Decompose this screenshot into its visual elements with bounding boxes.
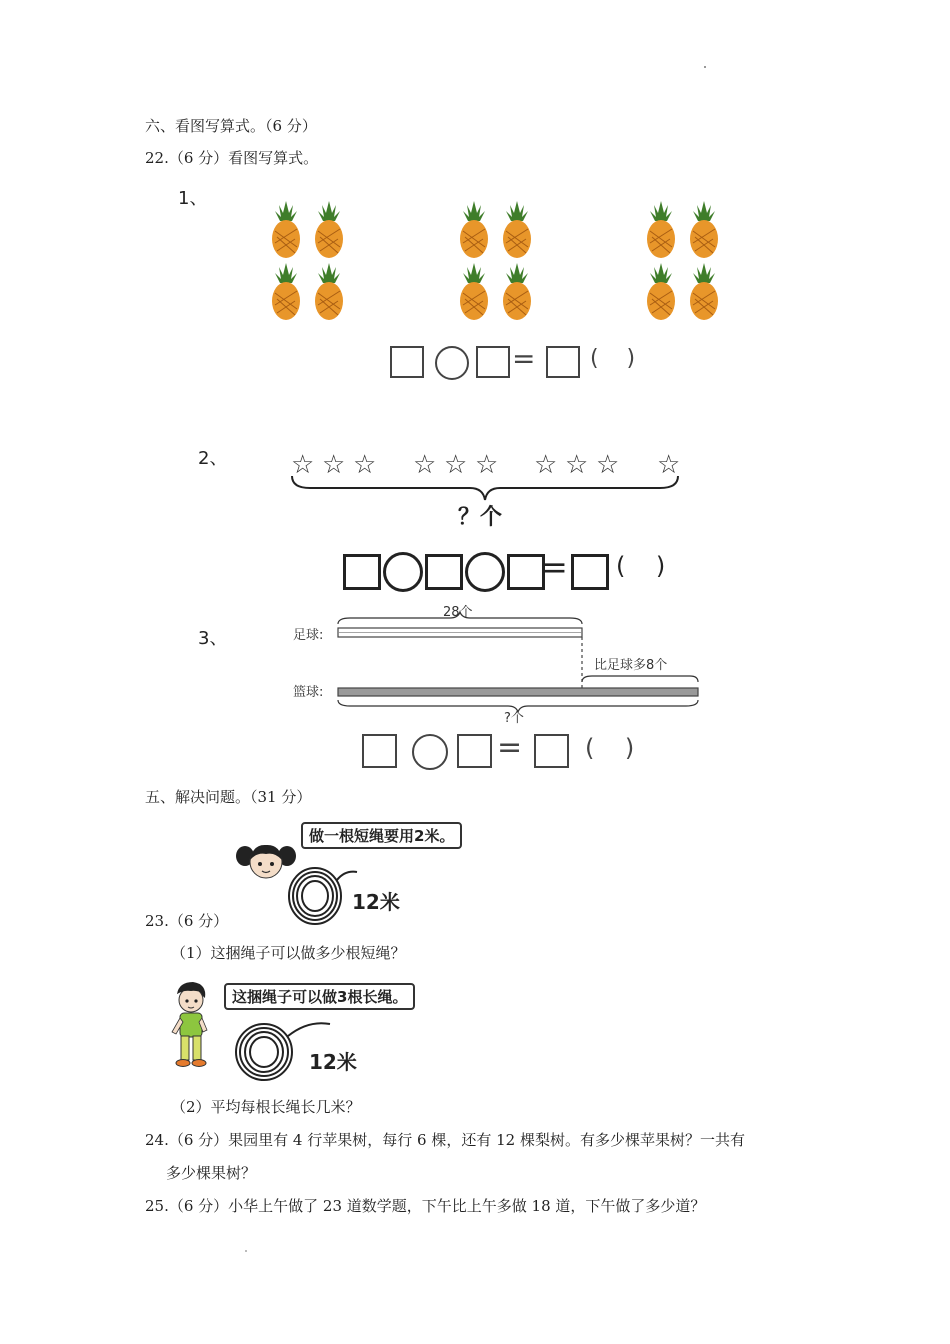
- difference-label: 比足球多8个: [594, 658, 668, 673]
- equals-sign: =: [541, 548, 568, 586]
- answer-box[interactable]: [476, 346, 510, 378]
- pineapple-group-2: [460, 201, 531, 320]
- answer-box[interactable]: [425, 554, 463, 590]
- unit-paren[interactable]: ( ): [616, 552, 666, 580]
- section-6-heading: 六、看图写算式。（6 分）: [145, 117, 317, 135]
- star-icon: ☆: [444, 450, 468, 480]
- pineapple-groups: [260, 195, 740, 330]
- basketball-label: 篮球:: [293, 685, 324, 700]
- star-icon: ☆: [534, 450, 558, 480]
- operator-circle[interactable]: [435, 346, 469, 380]
- scan-dot: [245, 1250, 247, 1252]
- q25-line1: 25.（6 分）小华上午做了 23 道数学题，下午比上午多做 18 道，下午做了多少道？: [145, 1197, 706, 1215]
- q23-sub2: （2）平均每根长绳长几米？: [171, 1098, 361, 1116]
- section-5-heading: 五、解决问题。（31 分）: [145, 788, 312, 806]
- star-icon: ☆: [413, 450, 437, 480]
- scan-dot: [704, 66, 706, 68]
- q22-stem: 22.（6 分）看图写算式。: [145, 149, 319, 167]
- q24-line1: 24.（6 分）果园里有 4 行苹果树，每行 6 棵，还有 12 棵梨树。有多少棵苹果树？一共有: [145, 1131, 745, 1149]
- pineapple-group-3: [647, 201, 718, 320]
- star-icon: ☆: [322, 450, 346, 480]
- bottom-count-label: ?个: [504, 711, 524, 726]
- unit-paren[interactable]: ( ): [590, 346, 636, 371]
- star-icon: ☆: [657, 450, 681, 480]
- unit-paren[interactable]: ( ): [585, 734, 635, 762]
- equals-sign: =: [497, 730, 523, 765]
- boy-illustration: [167, 980, 215, 1070]
- q22-part2-label: 2、: [198, 448, 228, 469]
- brace-label: ？个: [458, 505, 503, 530]
- q24-line2: 多少棵果树？: [166, 1164, 257, 1182]
- answer-box[interactable]: [343, 554, 381, 590]
- star-icon: ☆: [565, 450, 589, 480]
- star-icon: ☆: [475, 450, 499, 480]
- q23-sub1: （1）这捆绳子可以做多少根短绳？: [171, 944, 406, 962]
- answer-box[interactable]: [546, 346, 580, 378]
- rope-length-2: 12米: [309, 1050, 357, 1074]
- equals-sign: =: [512, 342, 536, 375]
- bar-diagram: [330, 610, 710, 720]
- operator-circle[interactable]: [383, 552, 423, 592]
- answer-box[interactable]: [571, 554, 609, 590]
- star-icon: ☆: [596, 450, 620, 480]
- operator-circle[interactable]: [412, 734, 448, 770]
- answer-box[interactable]: [362, 734, 397, 768]
- speech-bubble-2: 这捆绳子可以做3根长绳。: [224, 983, 415, 1010]
- rope-length-1: 12米: [352, 890, 400, 914]
- answer-box[interactable]: [507, 554, 545, 590]
- football-label: 足球:: [293, 628, 324, 643]
- top-count-label: 28个: [443, 605, 473, 620]
- q22-part3-label: 3、: [198, 628, 228, 649]
- pineapple-group-1: [272, 201, 343, 320]
- star-icon: ☆: [353, 450, 377, 480]
- operator-circle[interactable]: [465, 552, 505, 592]
- answer-box[interactable]: [457, 734, 492, 768]
- q23-stem: 23.（6 分）: [145, 912, 229, 930]
- q22-part1-label: 1、: [178, 188, 208, 209]
- speech-bubble-1: 做一根短绳要用2米。: [301, 822, 462, 849]
- answer-box[interactable]: [534, 734, 569, 768]
- rope-coil-icon: [285, 858, 360, 928]
- star-icon: ☆: [291, 450, 315, 480]
- answer-box[interactable]: [390, 346, 424, 378]
